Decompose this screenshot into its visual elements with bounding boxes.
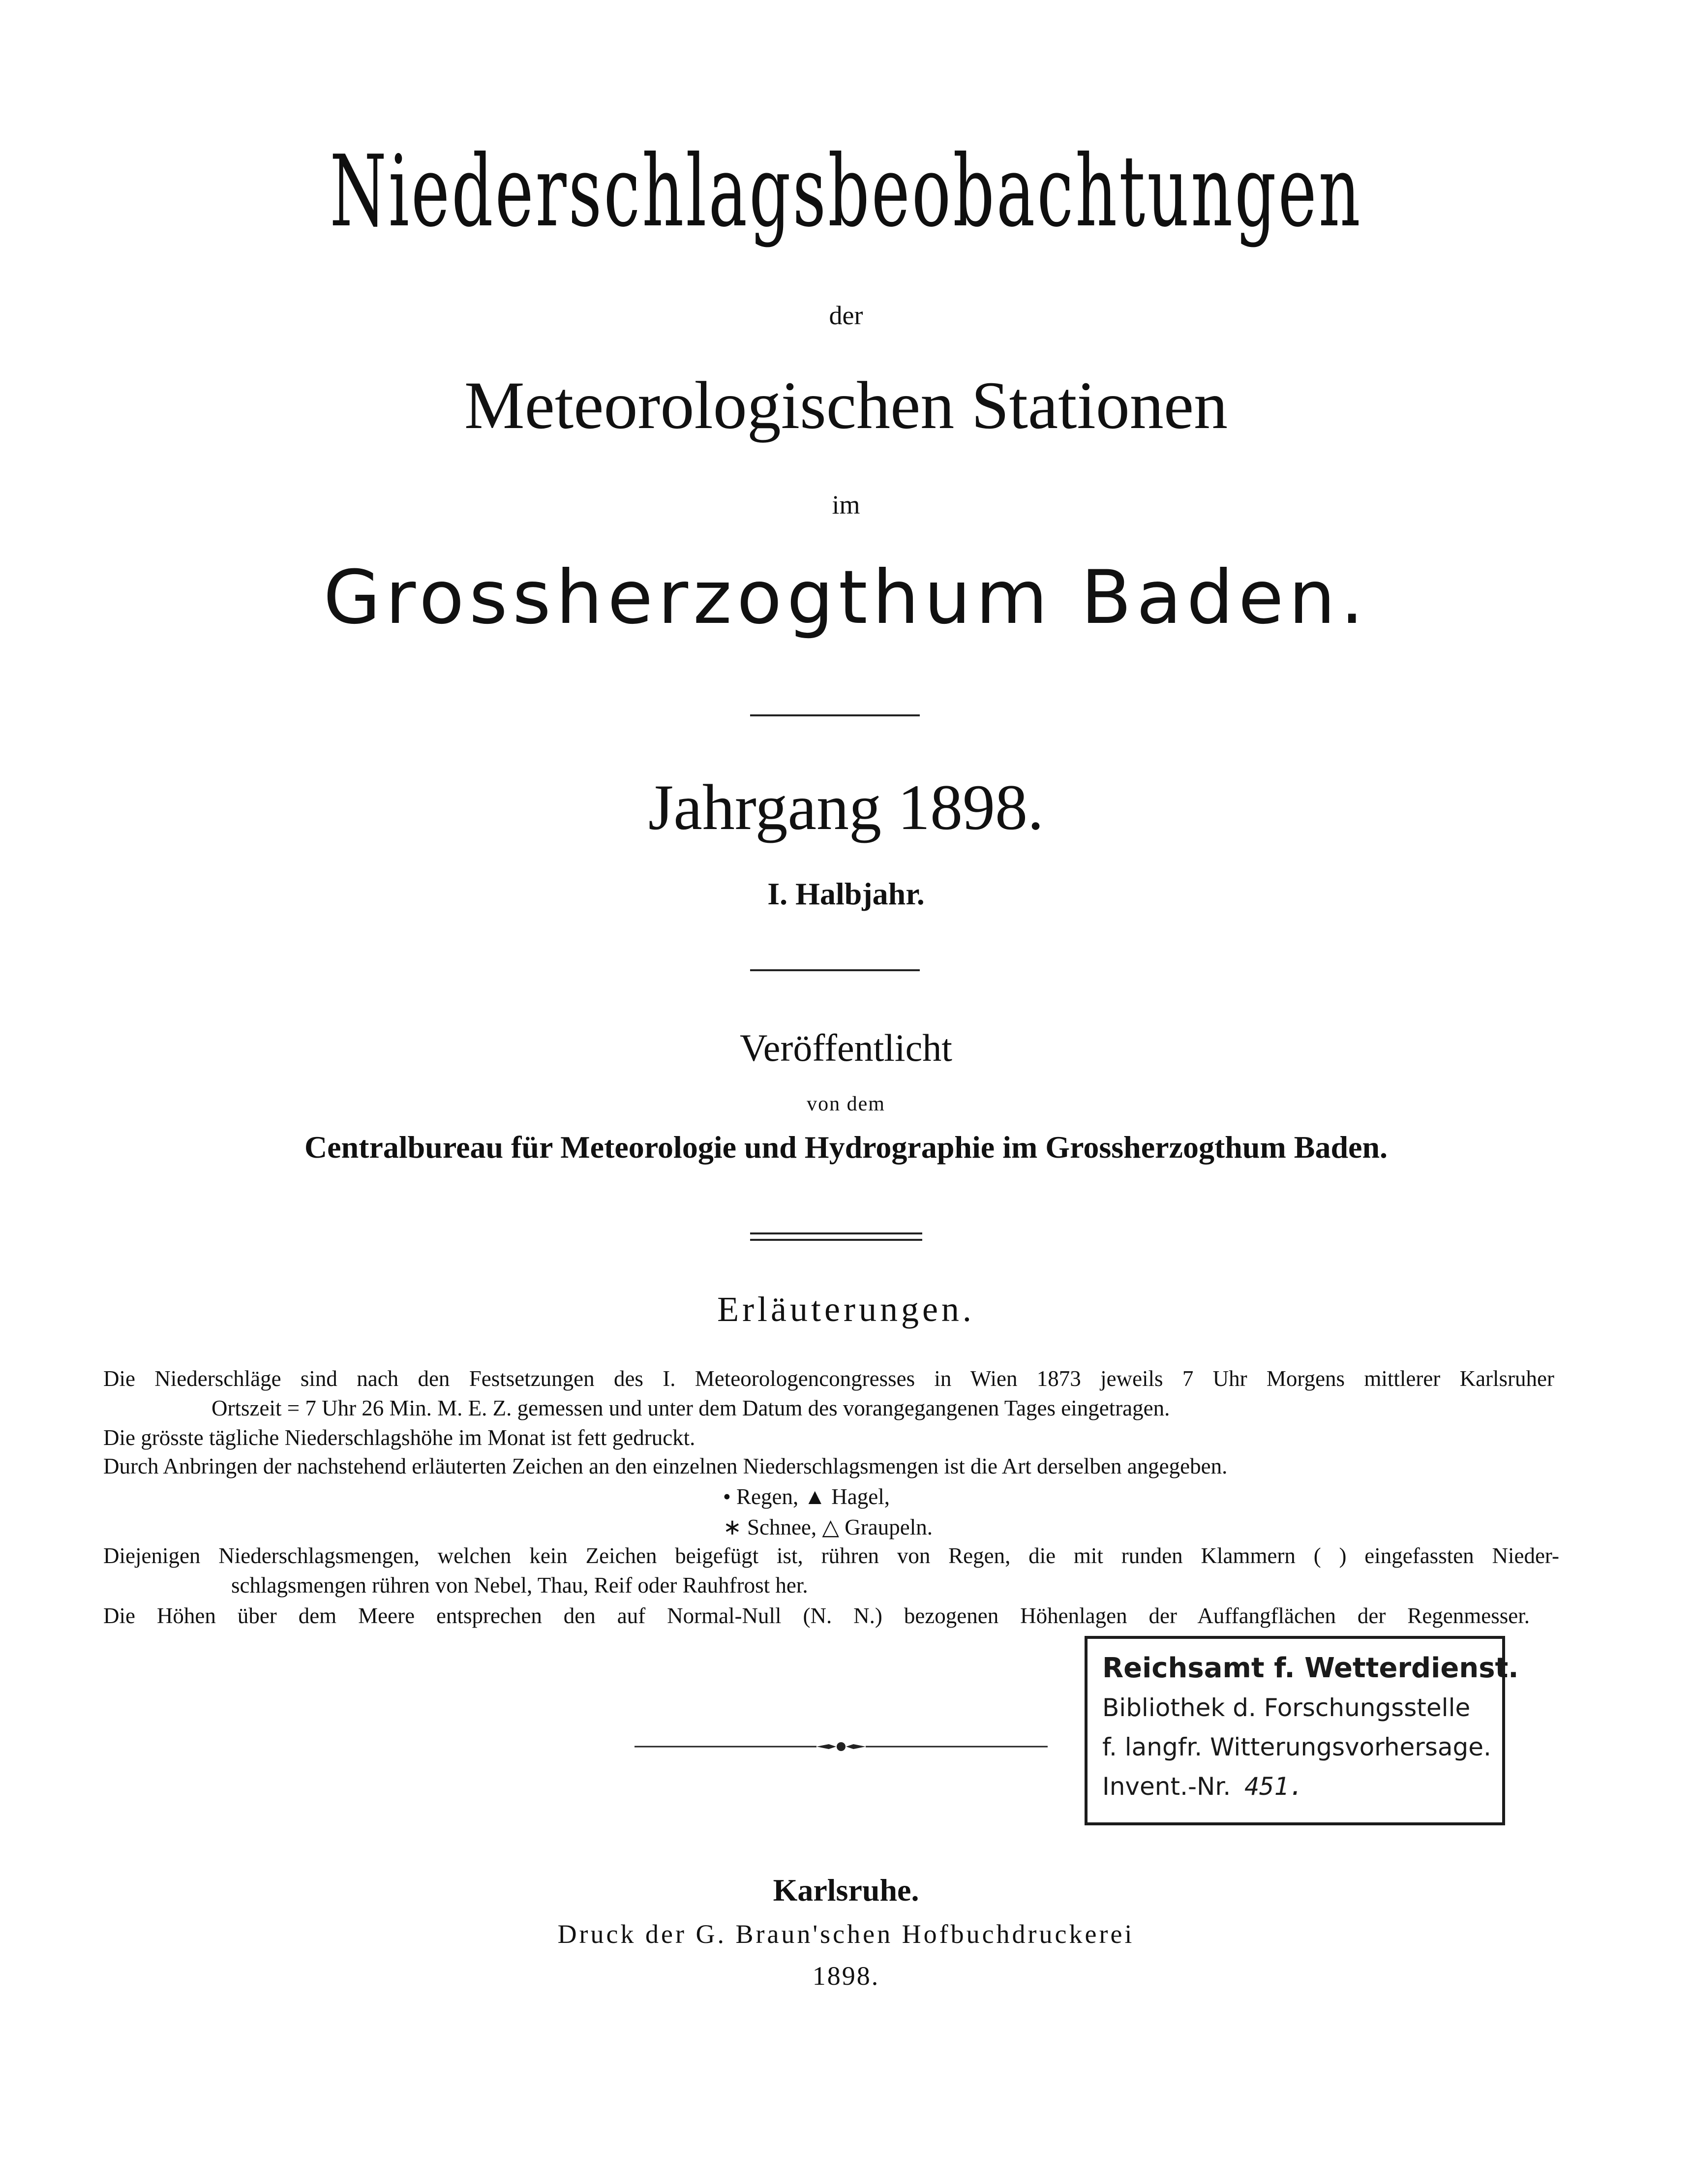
double-divider-line-1 [750, 1232, 922, 1234]
explanation-p1-line1: Die Niederschläge sind nach den Festsetzungen des I. Meteorologencongresses in Wien 1873 jeweils 7 Uhr Morgens mittlerer Karlsruher [103, 1366, 1554, 1391]
symbols-line1: • Regen, ▲ Hagel, [723, 1484, 890, 1509]
explanation-p1-line2: Ortszeit = 7 Uhr 26 Min. M. E. Z. gemessen und unter dem Datum des vorangegangenen Tages eingetragen. [212, 1396, 1170, 1420]
stamp-line-institution: Reichsamt f. Wetterdienst. [1102, 1652, 1519, 1684]
explanation-p3: Durch Anbringen der nachstehend erläuterten Zeichen an den einzelnen Niederschlagsmengen ist die Art derselben angegeben. [103, 1454, 1228, 1478]
divider-top [750, 714, 920, 716]
stamp-line-department: f. langfr. Witterungsvorhersage. [1102, 1733, 1491, 1761]
imprint-city: Karlsruhe. [773, 1873, 919, 1907]
imprint-printer: Druck der G. Braun'schen Hofbuchdruckerei [557, 1919, 1135, 1949]
document-title: Niederschlagsbeobachtungen [330, 134, 1362, 249]
ornament-divider [634, 1742, 1048, 1752]
double-divider-line-2 [750, 1239, 922, 1241]
publisher-bureau: Centralbureau für Meteorologie und Hydrographie im Grossherzogthum Baden. [304, 1130, 1388, 1165]
symbols-line2: ∗ Schnee, △ Graupeln. [723, 1515, 933, 1539]
inventory-label: Invent.-Nr. [1102, 1772, 1231, 1801]
von-dem: von dem [807, 1093, 885, 1115]
document-subtitle: Meteorologischen Stationen [464, 368, 1228, 443]
divider-middle [750, 969, 920, 971]
explanations-heading: Erläuterungen. [717, 1290, 975, 1329]
library-stamp [1085, 1636, 1519, 1825]
explanation-p4-line1: Diejenigen Niederschlagsmengen, welchen kein Zeichen beigefügt ist, rühren von Regen, die mit runden Klammern ( ) eingefassten Nieder- [103, 1543, 1559, 1568]
imprint-year: 1898. [812, 1961, 880, 1991]
year-heading: Jahrgang 1898. [648, 771, 1044, 843]
connector-der: der [829, 301, 863, 330]
half-year: I. Halbjahr. [767, 876, 925, 911]
inventory-number: 451. [1244, 1772, 1304, 1801]
published-label: Veröffentlicht [740, 1026, 952, 1069]
connector-im: im [832, 490, 860, 520]
stamp-line-inventory [1102, 1767, 1490, 1806]
explanation-p5: Die Höhen über dem Meere entsprechen den auf Normal-Null (N. N.) bezogenen Höhenlagen der Auffangflächen der Regenmesser. [103, 1603, 1530, 1628]
country-title: Grossherzogthum Baden. [323, 555, 1369, 641]
explanation-p2: Die grösste tägliche Niederschlagshöhe im Monat ist fett gedruckt. [103, 1425, 695, 1450]
explanation-p4-line2: schlagsmengen rühren von Nebel, Thau, Reif oder Rauhfrost her. [231, 1573, 808, 1598]
stamp-line-library: Bibliothek d. Forschungsstelle [1102, 1693, 1471, 1722]
